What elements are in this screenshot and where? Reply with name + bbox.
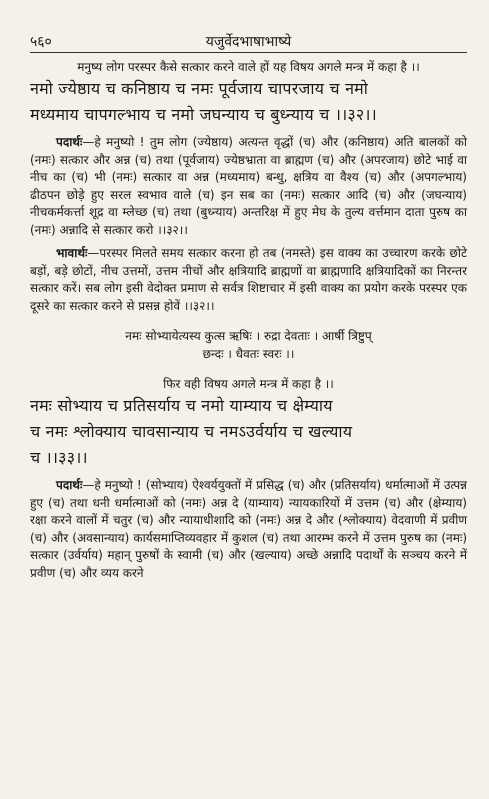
- running-title: यजुर्वेदभाषाभाष्ये: [205, 34, 292, 50]
- padartha-label: पदार्थः: [56, 135, 83, 149]
- mantra-33-line: च नमः श्लोक्याय चावसान्याय च नमऽउर्वर्याय च खल्याय: [30, 422, 353, 441]
- mantra-32: [30, 76, 467, 128]
- page-header: [30, 30, 467, 53]
- page-content: [30, 58, 467, 582]
- mantra-32-line: मध्यमाय चापगल्भाय च नमो जघन्याय च बुध्न्याय च ।।३२।।: [30, 105, 377, 124]
- section1-intro: मनुष्य लोग परस्पर कैसे सत्कार करने वाले हों यह विषय अगले मन्त्र में कहा है ।।: [77, 60, 420, 74]
- mantra-33-line: च ।।३३।।: [30, 448, 88, 467]
- padartha-32: [30, 134, 467, 239]
- bhavartha-32-text: —परस्पर मिलते समय सत्कार करना हो तब (नमस्ते) इस वाक्य का उच्चारण करके छोटे बड़ों, बड़े छोटों, नीच उत्तमों, उत्तम नीचों और क्षत्रियादि ब्राह्मणों वा ब्राह्मणादि क्षत्रियादिकों का निरन्तर सत्कार करें। सब लोग इसी वेदोक्त प्रमाण से सर्वत्र शिष्टाचार में इसी वाक्य का प्रयोग करके परस्पर एक दूसरे का सत्कार करने से प्रसन्न होवें ।।३२।।: [30, 246, 467, 313]
- mantra-33: [30, 393, 467, 471]
- section2-intro: फिर वही विषय अगले मन्त्र में कहा है ।।: [163, 377, 334, 391]
- rishi-devata-line: नमः सोभ्यायेत्यस्य कुत्स ऋषिः । रुद्रा देवताः । आर्षी त्रिष्टुप्: [125, 329, 372, 343]
- bhavartha-label: भावार्थः: [56, 246, 88, 260]
- mantra-32-line: नमो ज्येष्ठाय च कनिष्ठाय च नमः पूर्वजाय चापरजाय च नमो: [30, 79, 369, 98]
- padartha-33: [30, 477, 467, 582]
- padartha-32-text: —हे मनुष्यो ! तुम लोग (ज्येष्ठाय) अत्यन्त वृद्धों (च) और (कनिष्ठाय) अति बालकों को (नमः) सत्कार और अन्न (च) तथा (पूर्वजाय) ज्येष्ठभ्राता वा ब्राह्मण (च) और (अपरजाय) छोटे भाई वा नीच का (च) भी (नमः) सत्कार वा अन्न (मध्यमाय) बन्धु, क्षत्रिय वा वैश्य (च) और (अपगल्भाय) ढीठपन छोड़े हुए सरल स्वभाव वाले (च) इन सब का (नमः) सत्कार आदि (च) और (जघन्याय) नीचकर्मकर्त्ता शूद्र वा म्लेच्छ (च) तथा (बुध्न्याय) अन्तरिक्ष में हुए मेघ के तुल्य वर्त्तमान दाता पुरुष का (नमः) अन्नादि से सत्कार करो ।।३२।।: [30, 135, 467, 237]
- mantra-33-line: नमः सोभ्याय च प्रतिसर्याय च नमो याम्याय च क्षेम्याय: [30, 396, 333, 415]
- chhanda-svara-line: छन्दः । धैवतः स्वरः ।।: [202, 347, 295, 361]
- page-number: ५६०: [30, 34, 52, 50]
- bhavartha-32: [30, 245, 467, 315]
- padartha-33-text: —हे मनुष्यो ! (सोभ्याय) ऐश्वर्ययुक्तों में प्रसिद्ध (च) और (प्रतिसर्याय) धर्मात्माओं में उत्पन्न हुए (च) तथा धनी धर्मात्माओं को (नमः) अन्न दे (याम्याय) न्यायकारियों में उत्तम (च) और (क्षेम्याय) रक्षा करने वालों में चतुर (च) और न्यायाधीशादि को (नमः) अन्न दे और (श्लोक्याय) वेदवाणी में प्रवीण (च) और (अवसान्याय) कार्यसमाप्तिव्यवहार में कुशल (च) तथा आरम्भ करने में उत्तम पुरुष का (नमः) सत्कार (उर्वर्याय) महान् पुरुषों के स्वामी (च) और (खल्याय) अच्छे अन्नादि पदार्थों के सञ्चय करने में प्रवीण (च) और व्यय करने: [30, 478, 467, 580]
- padartha-label: पदार्थः: [56, 478, 83, 492]
